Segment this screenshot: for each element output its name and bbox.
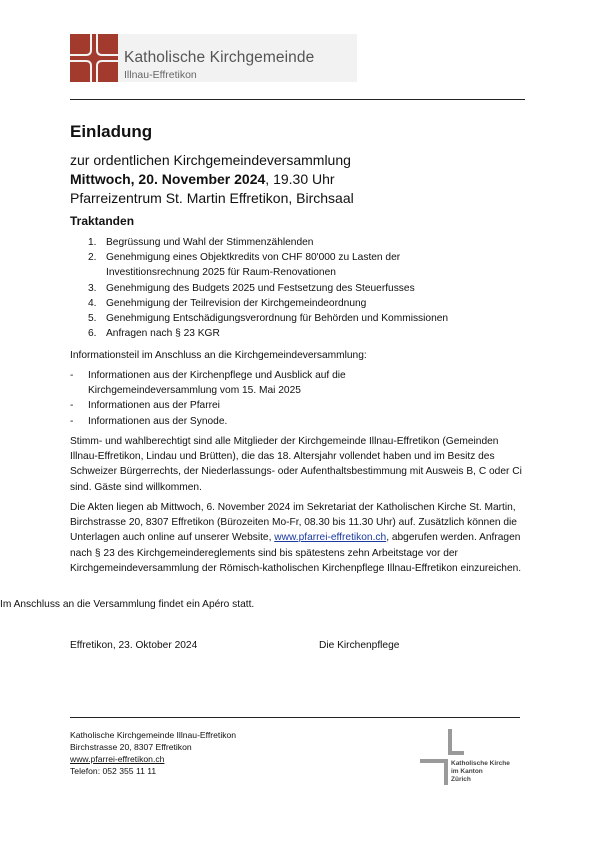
meeting-date: Mittwoch, 20. November 2024 (70, 171, 266, 187)
agenda-list (88, 235, 518, 341)
meeting-date-line (70, 171, 335, 187)
list-item: - Informationen aus der Pfarrei (70, 400, 220, 412)
org-subtitle: Illnau-Effretikon (124, 69, 197, 81)
org-name: Katholische Kirchgemeinde (124, 49, 315, 66)
agenda-item: 4. Genehmigung der Teilrevision der Kirchgemeindeordnung (88, 297, 367, 309)
footer-street: Birchstrasse 20, 8307 Effretikon (70, 742, 192, 752)
agenda-item: 6. Anfragen nach § 23 KGR (88, 328, 220, 340)
footer-phone: Telefon: 052 355 11 11 (70, 766, 157, 776)
header-divider (70, 99, 525, 100)
info-heading: Informationsteil im Anschluss an die Kirchgemeindeversammlung: (70, 350, 367, 361)
agenda-heading: Traktanden (70, 214, 135, 228)
footer-org: Katholische Kirchgemeinde Illnau-Effretikon (70, 730, 237, 740)
agenda-item: 5. Genehmigung Entschädigungsverordnung für Behörden und Kommissionen (88, 313, 449, 325)
church-logo-icon (70, 34, 118, 82)
documents-paragraph: Die Akten liegen ab Mittwoch, 6. November 2024 im Sekretariat der Katholischen Kirche St. Martin, Birchstrasse 20, 8307 Effretikon (Bürozeiten Mo-Fr, 08.30 bis 11.30 Uhr) auf. Zusätzlich können die Unterlagen auch online auf unserer Website, www.pfarrei-effretikon.ch, abgerufen werden. Anfragen nach § 23 des Kirchgemeindereglements sind bis spätestens zehn Arbeitstage vor der Kirchgemeindeversammlung der Römisch-katholischen Kirchenpflege Illnau-Effretikon einzureichen. (70, 502, 522, 574)
signature: Die Kirchenpflege (319, 640, 400, 651)
footer-website-link[interactable]: www.pfarrei-effretikon.ch (70, 754, 165, 764)
list-item: - Informationen aus der Kirchenpflege und Ausblick auf die Kirchgemeindeversammlung vom 15. Mai 2025 (70, 370, 346, 397)
info-list (70, 368, 410, 429)
agenda-item: 2. Genehmigung eines Objektkredits von CHF 80'000 zu Lasten der Investitionsrechnung 2025 für Raum-Renovationen (88, 252, 401, 279)
footer-address (70, 729, 330, 777)
footer-divider (70, 717, 520, 718)
invitation-subtitle: zur ordentlichen Kirchgemeindeversammlung (70, 152, 351, 168)
cross-logo-text: Katholische Kirche im Kanton Zürich (451, 760, 510, 783)
website-link[interactable]: www.pfarrei-effretikon.ch (274, 532, 387, 544)
apero-note: Im Anschluss an die Versammlung findet ein Apéro statt. (0, 599, 255, 610)
list-item: - Informationen aus der Synode. (70, 415, 228, 427)
meeting-time: , 19.30 Uhr (265, 171, 335, 187)
agenda-item: 1. Begrüssung und Wahl der Stimmenzählenden (88, 237, 314, 248)
agenda-item: 3. Genehmigung des Budgets 2025 und Festsetzung des Steuerfusses (88, 282, 415, 294)
page-title: Einladung (70, 122, 153, 141)
eligibility-paragraph: Stimm- und wahlberechtigt sind alle Mitglieder der Kirchgemeinde Illnau-Effretikon (Gemeinden Illnau-Effretikon, Lindau und Brütten), die das 18. Altersjahr vollendet haben und im Besitz des Schweizer Bürgerrechts, der Niederlassungs- oder Aufenthaltsbestimmung mit Ausweis B, C oder Ci sind. Gäste sind willkommen. (70, 436, 522, 493)
place-date: Effretikon, 23. Oktober 2024 (70, 640, 198, 651)
meeting-venue: Pfarreizentrum St. Martin Effretikon, Birchsaal (70, 190, 354, 206)
